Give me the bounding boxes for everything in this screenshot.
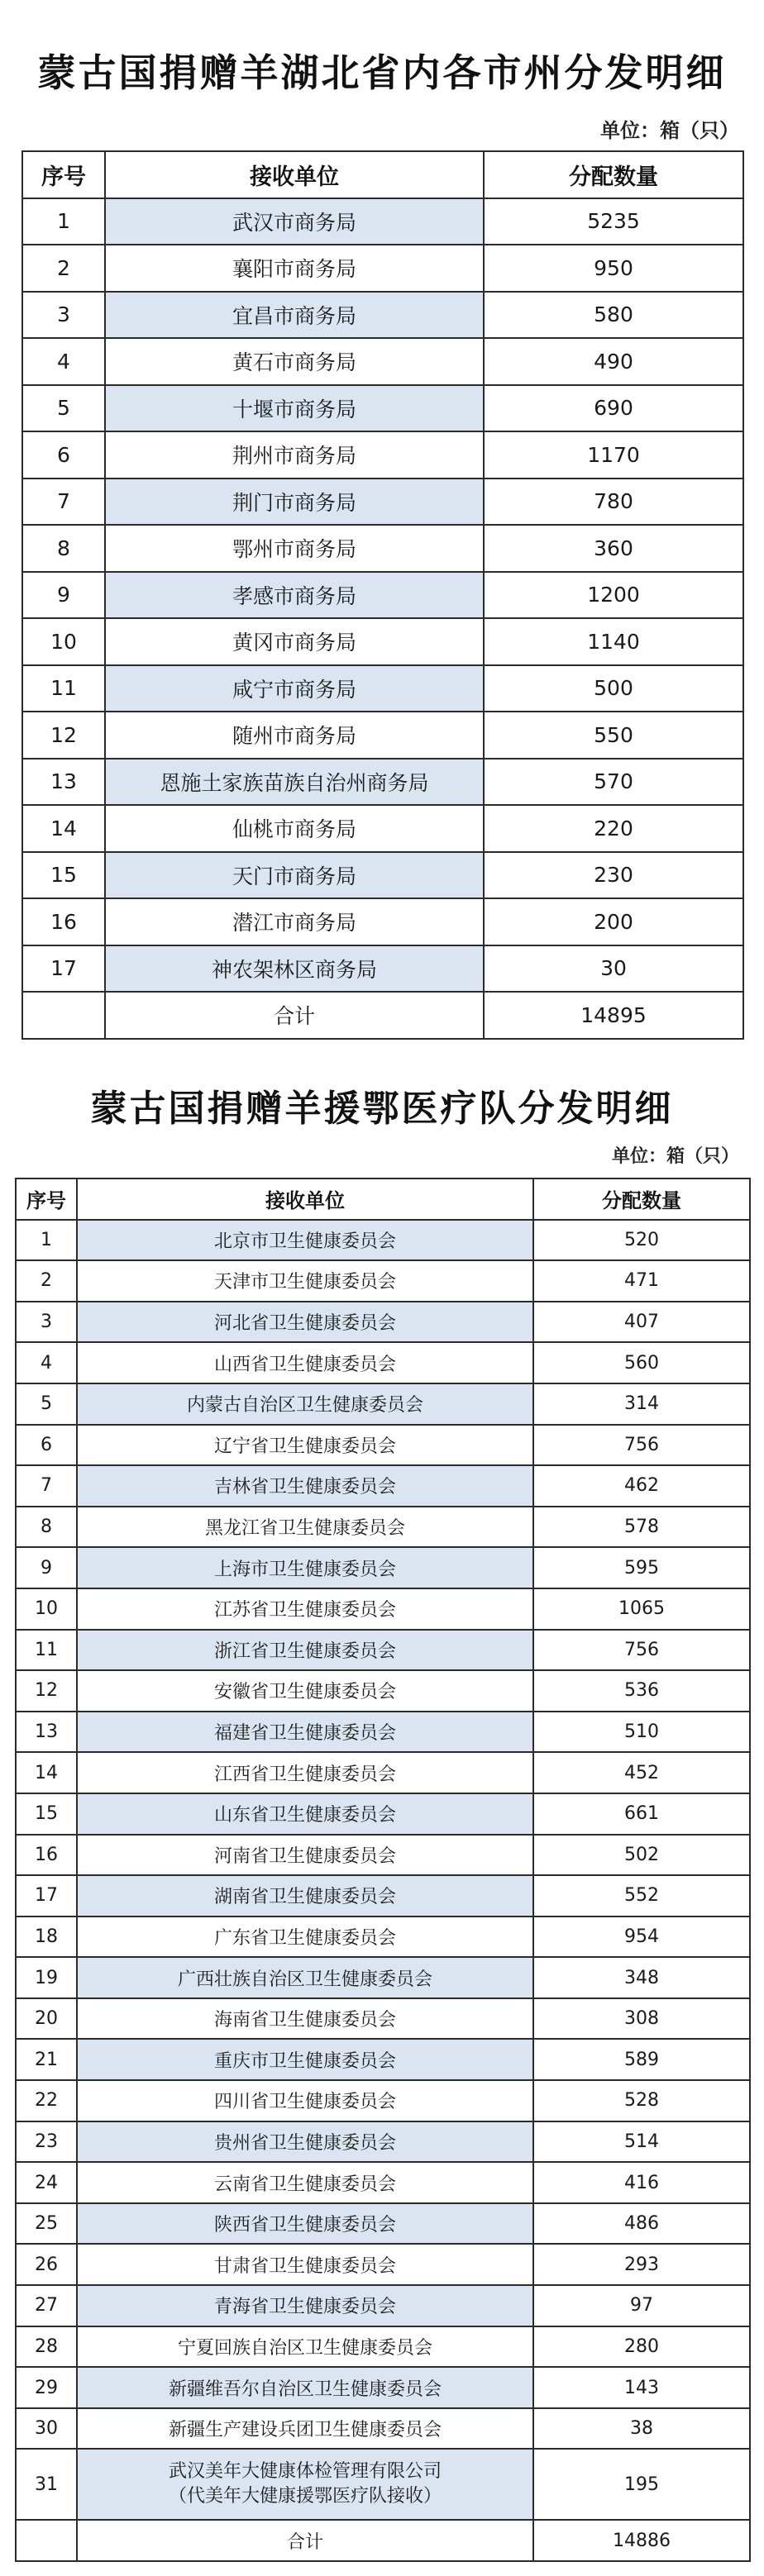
row-quantity: 195 (533, 2449, 750, 2520)
row-quantity: 536 (533, 1670, 750, 1712)
total-row (22, 992, 743, 1039)
table-row (22, 805, 743, 852)
row-index: 2 (16, 1260, 77, 1302)
row-recipient: 广东省卫生健康委员会 (77, 1917, 533, 1958)
table-row (16, 1752, 750, 1793)
row-quantity: 580 (484, 292, 743, 339)
row-index: 21 (16, 2039, 77, 2080)
row-quantity: 348 (533, 1957, 750, 1998)
row-index: 9 (16, 1547, 77, 1588)
row-index: 17 (22, 945, 105, 993)
table-row (22, 712, 743, 759)
row-recipient: 宜昌市商务局 (105, 292, 484, 339)
table-row (22, 292, 743, 339)
row-recipient: 神农架林区商务局 (105, 945, 484, 993)
table-row (22, 245, 743, 292)
table-row (16, 2408, 750, 2450)
row-index: 31 (16, 2449, 77, 2520)
total-label: 合计 (105, 992, 484, 1039)
row-quantity: 30 (484, 945, 743, 993)
table-row (16, 2080, 750, 2121)
total-row (16, 2520, 750, 2561)
row-recipient: 河南省卫生健康委员会 (77, 1835, 533, 1876)
table-row (22, 852, 743, 899)
row-quantity: 570 (484, 759, 743, 806)
table-row (22, 479, 743, 526)
row-quantity: 452 (533, 1752, 750, 1793)
row-index: 1 (16, 1220, 77, 1261)
table-row (16, 2449, 750, 2520)
row-quantity: 1170 (484, 431, 743, 479)
table-row (16, 2162, 750, 2203)
row-index: 10 (16, 1588, 77, 1630)
table-row (22, 338, 743, 385)
total-value: 14895 (484, 992, 743, 1039)
total-label: 合计 (77, 2520, 533, 2561)
row-quantity: 314 (533, 1383, 750, 1425)
table-row (16, 1507, 750, 1548)
row-recipient: 江苏省卫生健康委员会 (77, 1588, 533, 1630)
row-quantity: 514 (533, 2121, 750, 2163)
row-index: 20 (16, 1998, 77, 2040)
hubei-distribution-table (21, 150, 744, 1040)
row-recipient: 安徽省卫生健康委员会 (77, 1670, 533, 1712)
row-quantity: 407 (533, 1302, 750, 1343)
row-recipient: 甘肃省卫生健康委员会 (77, 2244, 533, 2285)
row-quantity: 1065 (533, 1588, 750, 1630)
total-index-blank (22, 992, 105, 1039)
row-recipient: 黑龙江省卫生健康委员会 (77, 1507, 533, 1548)
row-quantity: 200 (484, 898, 743, 945)
row-quantity: 280 (533, 2326, 750, 2368)
row-quantity: 360 (484, 525, 743, 572)
table1-unit: 单位：箱（只） (600, 119, 739, 142)
table-row (22, 759, 743, 806)
table-row (16, 1425, 750, 1466)
row-quantity: 578 (533, 1507, 750, 1548)
total-index-blank (16, 2520, 77, 2561)
row-recipient: 上海市卫生健康委员会 (77, 1547, 533, 1588)
table-row (16, 1465, 750, 1507)
table-row (16, 2121, 750, 2163)
row-index: 19 (16, 1957, 77, 1998)
row-index: 2 (22, 245, 105, 292)
table2-title: 蒙古国捐赠羊援鄂医疗队分发明细 (90, 1088, 674, 1130)
table-row (22, 572, 743, 619)
table-row (16, 2367, 750, 2408)
row-recipient: 荆州市商务局 (105, 431, 484, 479)
row-index: 7 (16, 1465, 77, 1507)
header-quantity: 分配数量 (484, 151, 743, 198)
row-index: 6 (22, 431, 105, 479)
row-index: 6 (16, 1425, 77, 1466)
row-quantity: 502 (533, 1835, 750, 1876)
row-index: 14 (16, 1752, 77, 1793)
row-quantity: 500 (484, 665, 743, 712)
row-index: 15 (16, 1793, 77, 1835)
table-row (16, 1220, 750, 1261)
row-recipient: 河北省卫生健康委员会 (77, 1302, 533, 1343)
table-row (16, 1547, 750, 1588)
table-row (16, 2326, 750, 2368)
row-recipient: 天门市商务局 (105, 852, 484, 899)
row-index: 11 (22, 665, 105, 712)
row-quantity: 220 (484, 805, 743, 852)
row-index: 28 (16, 2326, 77, 2368)
row-quantity: 5235 (484, 198, 743, 245)
row-recipient: 咸宁市商务局 (105, 665, 484, 712)
table-row (16, 1712, 750, 1753)
header-index: 序号 (22, 151, 105, 198)
row-index: 14 (22, 805, 105, 852)
row-recipient: 潜江市商务局 (105, 898, 484, 945)
row-index: 29 (16, 2367, 77, 2408)
row-recipient: 十堰市商务局 (105, 385, 484, 432)
row-index: 4 (22, 338, 105, 385)
row-quantity: 560 (533, 1342, 750, 1383)
row-quantity: 38 (533, 2408, 750, 2450)
table1-title: 蒙古国捐赠羊湖北省内各市州分发明细 (37, 50, 727, 95)
row-index: 5 (22, 385, 105, 432)
header-index: 序号 (16, 1178, 77, 1220)
table-row (22, 385, 743, 432)
row-quantity: 308 (533, 1998, 750, 2040)
row-recipient: 天津市卫生健康委员会 (77, 1260, 533, 1302)
row-recipient: 重庆市卫生健康委员会 (77, 2039, 533, 2080)
table-row (22, 618, 743, 665)
medical-team-distribution-table (15, 1178, 751, 2562)
row-index: 8 (16, 1507, 77, 1548)
table2-unit: 单位：箱（只） (611, 1146, 739, 1167)
row-recipient: 武汉美年大健康体检管理有限公司 （代美年大健康援鄂医疗队接收） (77, 2449, 533, 2520)
row-recipient: 仙桃市商务局 (105, 805, 484, 852)
table-row (16, 1957, 750, 1998)
row-index: 4 (16, 1342, 77, 1383)
table-row (16, 1630, 750, 1671)
row-recipient: 四川省卫生健康委员会 (77, 2080, 533, 2121)
table-header-row (22, 151, 743, 198)
row-quantity: 143 (533, 2367, 750, 2408)
row-recipient: 陕西省卫生健康委员会 (77, 2203, 533, 2245)
row-index: 17 (16, 1875, 77, 1917)
row-recipient: 鄂州市商务局 (105, 525, 484, 572)
row-quantity: 230 (484, 852, 743, 899)
header-recipient: 接收单位 (77, 1178, 533, 1220)
row-index: 13 (22, 759, 105, 806)
row-quantity: 471 (533, 1260, 750, 1302)
row-index: 16 (16, 1835, 77, 1876)
table-row (16, 1588, 750, 1630)
row-index: 3 (22, 292, 105, 339)
row-quantity: 756 (533, 1425, 750, 1466)
row-recipient: 荆门市商务局 (105, 479, 484, 526)
row-index: 7 (22, 479, 105, 526)
table-row (16, 1875, 750, 1917)
row-index: 26 (16, 2244, 77, 2285)
row-quantity: 589 (533, 2039, 750, 2080)
row-recipient: 内蒙古自治区卫生健康委员会 (77, 1383, 533, 1425)
row-quantity: 550 (484, 712, 743, 759)
row-quantity: 552 (533, 1875, 750, 1917)
row-recipient: 青海省卫生健康委员会 (77, 2285, 533, 2326)
row-recipient: 襄阳市商务局 (105, 245, 484, 292)
table-row (16, 1998, 750, 2040)
row-recipient: 新疆生产建设兵团卫生健康委员会 (77, 2408, 533, 2450)
row-recipient: 贵州省卫生健康委员会 (77, 2121, 533, 2163)
row-recipient: 山东省卫生健康委员会 (77, 1793, 533, 1835)
table-row (16, 2203, 750, 2245)
row-quantity: 1140 (484, 618, 743, 665)
table-row (22, 431, 743, 479)
header-recipient: 接收单位 (105, 151, 484, 198)
row-quantity: 780 (484, 479, 743, 526)
row-recipient: 宁夏回族自治区卫生健康委员会 (77, 2326, 533, 2368)
table-row (22, 945, 743, 993)
row-recipient: 云南省卫生健康委员会 (77, 2162, 533, 2203)
row-quantity: 690 (484, 385, 743, 432)
row-recipient: 辽宁省卫生健康委员会 (77, 1425, 533, 1466)
table-header-row (16, 1178, 750, 1220)
table-row (16, 2285, 750, 2326)
row-index: 27 (16, 2285, 77, 2326)
row-quantity: 756 (533, 1630, 750, 1671)
row-recipient: 武汉市商务局 (105, 198, 484, 245)
row-quantity: 595 (533, 1547, 750, 1588)
row-index: 16 (22, 898, 105, 945)
row-quantity: 661 (533, 1793, 750, 1835)
row-recipient: 孝感市商务局 (105, 572, 484, 619)
row-quantity: 462 (533, 1465, 750, 1507)
table-row (16, 1383, 750, 1425)
row-quantity: 97 (533, 2285, 750, 2326)
row-quantity: 293 (533, 2244, 750, 2285)
row-recipient: 福建省卫生健康委员会 (77, 1712, 533, 1753)
table-row (16, 2039, 750, 2080)
table-row (16, 1302, 750, 1343)
row-quantity: 1200 (484, 572, 743, 619)
row-index: 8 (22, 525, 105, 572)
row-recipient: 浙江省卫生健康委员会 (77, 1630, 533, 1671)
row-index: 10 (22, 618, 105, 665)
row-quantity: 520 (533, 1220, 750, 1261)
row-recipient: 黄石市商务局 (105, 338, 484, 385)
row-index: 25 (16, 2203, 77, 2245)
row-recipient: 黄冈市商务局 (105, 618, 484, 665)
row-recipient: 湖南省卫生健康委员会 (77, 1875, 533, 1917)
table-row (16, 2244, 750, 2285)
row-index: 5 (16, 1383, 77, 1425)
row-index: 12 (22, 712, 105, 759)
row-quantity: 510 (533, 1712, 750, 1753)
row-quantity: 954 (533, 1917, 750, 1958)
row-index: 24 (16, 2162, 77, 2203)
row-index: 11 (16, 1630, 77, 1671)
row-index: 9 (22, 572, 105, 619)
row-quantity: 490 (484, 338, 743, 385)
row-recipient: 吉林省卫生健康委员会 (77, 1465, 533, 1507)
row-recipient: 北京市卫生健康委员会 (77, 1220, 533, 1261)
row-index: 1 (22, 198, 105, 245)
row-recipient: 新疆维吾尔自治区卫生健康委员会 (77, 2367, 533, 2408)
row-quantity: 528 (533, 2080, 750, 2121)
row-index: 23 (16, 2121, 77, 2163)
row-quantity: 486 (533, 2203, 750, 2245)
table-row (16, 1342, 750, 1383)
row-recipient: 随州市商务局 (105, 712, 484, 759)
table-row (16, 1917, 750, 1958)
row-recipient: 海南省卫生健康委员会 (77, 1998, 533, 2040)
table-row (16, 1260, 750, 1302)
row-recipient: 江西省卫生健康委员会 (77, 1752, 533, 1793)
row-recipient: 恩施土家族苗族自治州商务局 (105, 759, 484, 806)
table-row (22, 525, 743, 572)
table-row (16, 1670, 750, 1712)
row-quantity: 950 (484, 245, 743, 292)
table-row (16, 1835, 750, 1876)
row-quantity: 416 (533, 2162, 750, 2203)
row-recipient: 广西壮族自治区卫生健康委员会 (77, 1957, 533, 1998)
table-row (22, 198, 743, 245)
row-index: 12 (16, 1670, 77, 1712)
table-row (22, 898, 743, 945)
row-recipient: 山西省卫生健康委员会 (77, 1342, 533, 1383)
row-index: 13 (16, 1712, 77, 1753)
row-index: 15 (22, 852, 105, 899)
row-index: 30 (16, 2408, 77, 2450)
row-index: 22 (16, 2080, 77, 2121)
total-value: 14886 (533, 2520, 750, 2561)
row-index: 18 (16, 1917, 77, 1958)
row-index: 3 (16, 1302, 77, 1343)
table-row (22, 665, 743, 712)
table-row (16, 1793, 750, 1835)
header-quantity: 分配数量 (533, 1178, 750, 1220)
